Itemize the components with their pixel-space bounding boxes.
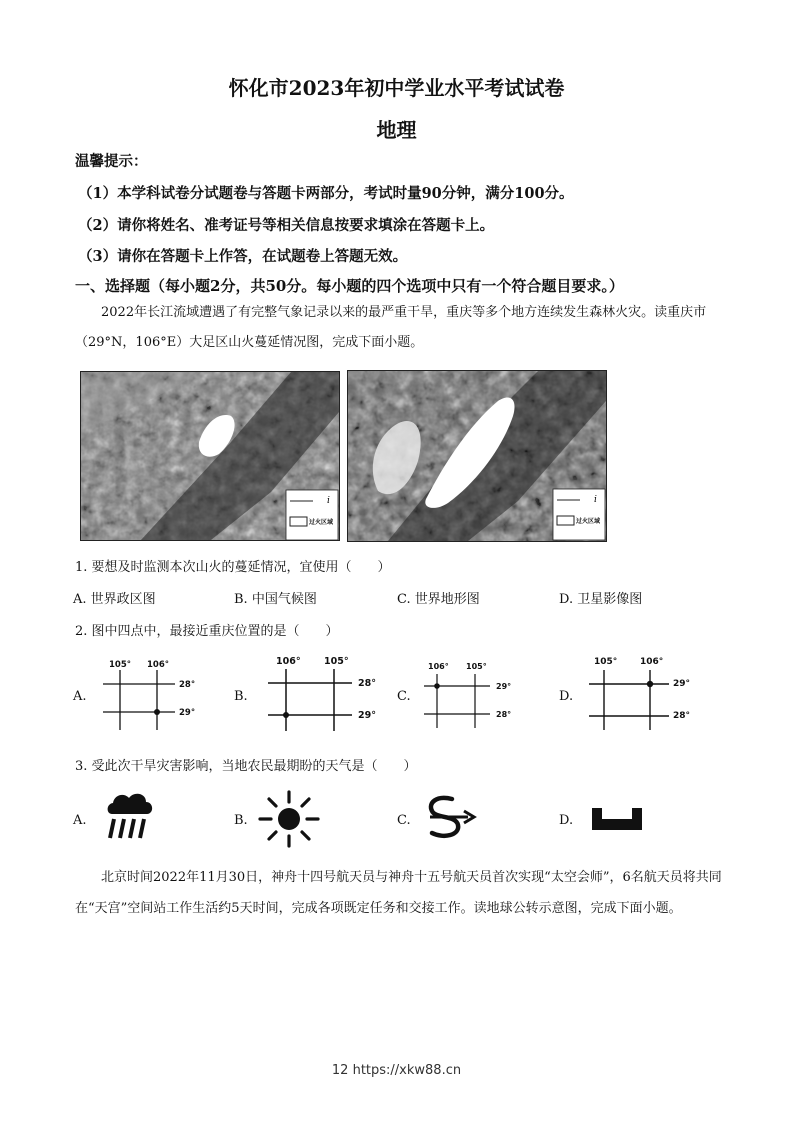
q2-option-c[interactable]: C. — [397, 689, 411, 704]
q2-option-a[interactable]: A. — [73, 689, 87, 704]
grid-b-lat-upper: 28° — [358, 678, 376, 689]
grid-d-lon-left: 105° — [594, 657, 618, 667]
q2-option-b[interactable]: B. — [234, 689, 248, 704]
passage-1-text: 2022年长江流域遭遇了有完整气象记录以来的最严重干旱，重庆等多个地方连续发生森林火灾。读重庆市（29°N，106°E）大足区山火蔓延情况图，完成下面小题。 — [75, 305, 707, 350]
question-1-stem: 1. 要想及时监测本次山火的蔓延情况，宜使用（ ） — [75, 560, 391, 575]
grid-c-lon-left: 106° — [428, 662, 449, 671]
grid-a-lon-right: 106° — [147, 660, 169, 670]
q1-option-b[interactable]: B. 中国气候图 — [234, 592, 317, 607]
q1-option-c[interactable]: C. 世界地形图 — [397, 592, 480, 607]
grid-a-lat-upper: 28° — [179, 680, 196, 690]
section-heading: 一、选择题（每小题2分，共50分。每小题的四个选项中只有一个符合题目要求。） — [75, 277, 624, 295]
q3-option-b[interactable]: B. — [234, 813, 248, 828]
exam-title: 怀化市2023年初中学业水平考试试卷 — [228, 76, 565, 100]
grid-a-lat-lower: 29° — [179, 708, 196, 718]
tide-icon — [590, 806, 646, 832]
tips-heading: 温馨提示： — [75, 153, 148, 170]
tip-item-3: （3）请你在答题卡上作答，在试题卷上答题无效。 — [78, 248, 408, 265]
q1-option-d[interactable]: D. 卫星影像图 — [559, 592, 643, 607]
grid-b-lat-lower: 29° — [358, 710, 376, 721]
grid-c-lon-right: 105° — [466, 662, 487, 671]
q2-grid-a — [97, 656, 207, 734]
grid-b-lon-right: 105° — [324, 656, 349, 667]
q3-option-d[interactable]: D. — [559, 813, 574, 828]
q2-grid-b — [262, 653, 382, 735]
q2-grid-d — [585, 654, 705, 734]
svg-text:i: i — [327, 496, 330, 506]
grid-d-lat-lower: 28° — [673, 711, 691, 721]
q2-option-d[interactable]: D. — [559, 689, 574, 704]
question-2-stem: 2. 图中四点中，最接近重庆位置的是（ ） — [75, 624, 339, 639]
legend-label-burned-area-2: 过火区域 — [576, 518, 601, 525]
tip-item-2: （2）请你将姓名、准考证号等相关信息按要求填涂在答题卡上。 — [78, 217, 495, 234]
grid-d-lon-right: 106° — [640, 657, 664, 667]
grid-c-lat-lower: 28° — [496, 710, 512, 719]
subject-title: 地理 — [376, 118, 417, 142]
passage-2 — [75, 862, 723, 924]
q3-option-a[interactable]: A. — [73, 813, 87, 828]
rain-shower-icon — [104, 790, 156, 842]
grid-a-lon-left: 105° — [109, 660, 131, 670]
grid-c-lat-upper: 29° — [496, 682, 512, 691]
q1-option-a[interactable]: A. 世界政区图 — [73, 592, 156, 607]
satellite-image-before — [80, 371, 340, 541]
q2-grid-c — [420, 656, 530, 732]
passage-1 — [75, 298, 723, 358]
question-3-stem: 3. 受此次干旱灾害影响，当地农民最期盼的天气是（ ） — [75, 759, 417, 774]
grid-b-lon-left: 106° — [276, 656, 301, 667]
grid-d-lat-upper: 29° — [673, 679, 691, 689]
page-footer[interactable]: 12 https://xkw88.cn — [331, 1063, 462, 1078]
satellite-image-after — [347, 370, 607, 542]
sun-icon — [256, 790, 322, 848]
passage-2-text: 北京时间2022年11月30日，神舟十四号航天员与神舟十五号航天员首次实现“太空会师”，6名航天员将共同在“天宫”空间站工作生活约5天时间，完成各项既定任务和交接工作。读地球公转示意图，完成下面小题。 — [75, 870, 722, 916]
legend-label-burned-area-1: 过火区域 — [309, 519, 334, 526]
svg-text:i: i — [594, 495, 597, 505]
tip-item-1: （1）本学科试卷分试题卷与答题卡两部分，考试时量90分钟，满分100分。 — [78, 185, 574, 202]
sandstorm-icon — [422, 793, 478, 843]
q3-option-c[interactable]: C. — [397, 813, 411, 828]
